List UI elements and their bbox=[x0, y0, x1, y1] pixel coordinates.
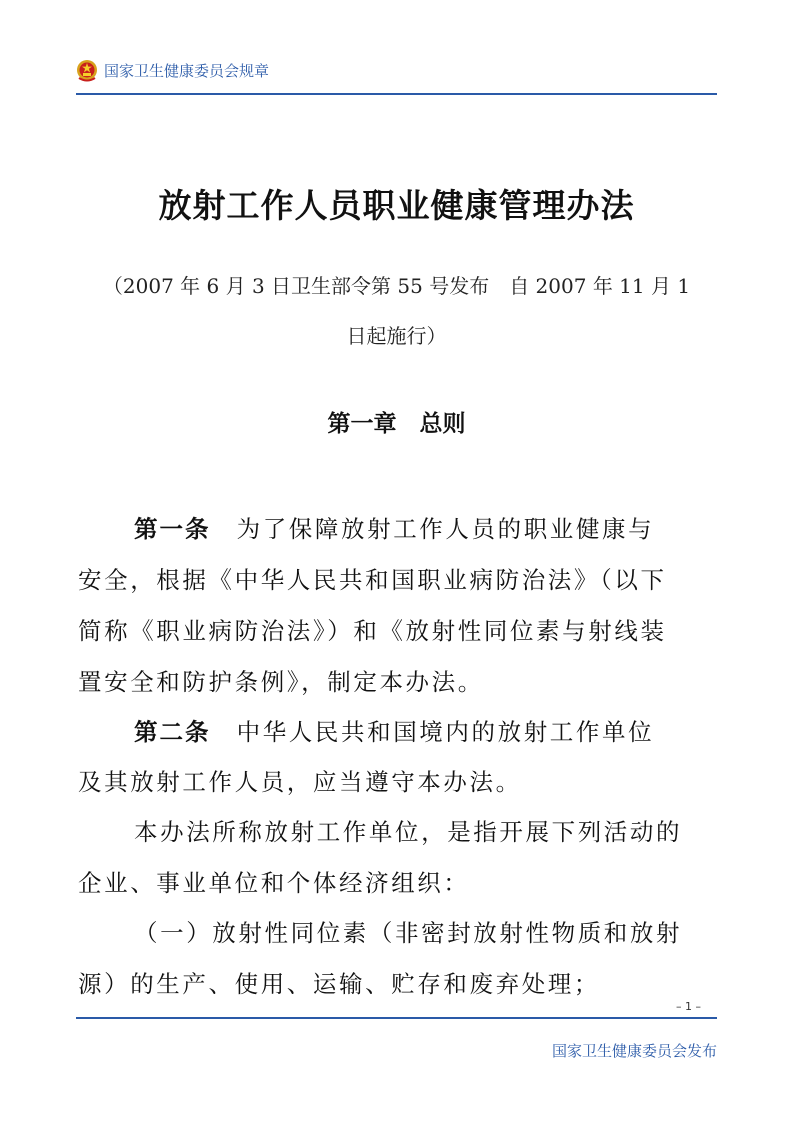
article-2-line-1 bbox=[134, 713, 718, 747]
item-1-line-2: 源）的生产、使用、运输、贮存和废弃处理； bbox=[78, 970, 600, 998]
national-emblem-icon bbox=[76, 58, 98, 82]
document-subtitle-line-2: 日起施行） bbox=[346, 324, 447, 348]
header-divider bbox=[76, 93, 717, 95]
article-2-label: 第二条 bbox=[134, 718, 211, 746]
paragraph-3-line-1: 本办法所称放射工作单位，是指开展下列活动的 bbox=[134, 818, 683, 846]
page-number: – 1 – bbox=[676, 1000, 701, 1013]
article-1-line-3: 简称《职业病防治法》）和《放射性同位素与射线装 bbox=[78, 617, 667, 645]
footer-divider bbox=[76, 1017, 717, 1019]
page-header bbox=[76, 58, 717, 90]
article-1-line-4: 置安全和防护条例》，制定本办法。 bbox=[78, 668, 484, 696]
item-1-line-1: （一）放射性同位素（非密封放射性物质和放射 bbox=[134, 919, 683, 947]
document-title: 放射工作人员职业健康管理办法 bbox=[158, 186, 635, 225]
header-org-name: 国家卫生健康委员会规章 bbox=[104, 62, 270, 80]
article-2-text-1: 中华人民共和国境内的放射工作单位 bbox=[210, 718, 655, 746]
chapter-heading: 第一章 总则 bbox=[327, 411, 466, 437]
article-1-label: 第一条 bbox=[134, 515, 211, 543]
article-1-line-1 bbox=[134, 510, 718, 544]
footer-publisher: 国家卫生健康委员会发布 bbox=[551, 1042, 717, 1060]
article-1-text-1: 为了保障放射工作人员的职业健康与 bbox=[210, 515, 655, 543]
document-subtitle-line-1: （2007 年 6 月 3 日卫生部令第 55 号发布 自 2007 年 11 月 1 bbox=[102, 274, 691, 298]
article-1-line-2: 安全，根据《中华人民共和国职业病防治法》（以下 bbox=[78, 566, 667, 594]
article-2-line-2: 及其放射工作人员，应当遵守本办法。 bbox=[78, 768, 522, 796]
paragraph-3-line-2: 企业、事业单位和个体经济组织： bbox=[78, 869, 470, 897]
